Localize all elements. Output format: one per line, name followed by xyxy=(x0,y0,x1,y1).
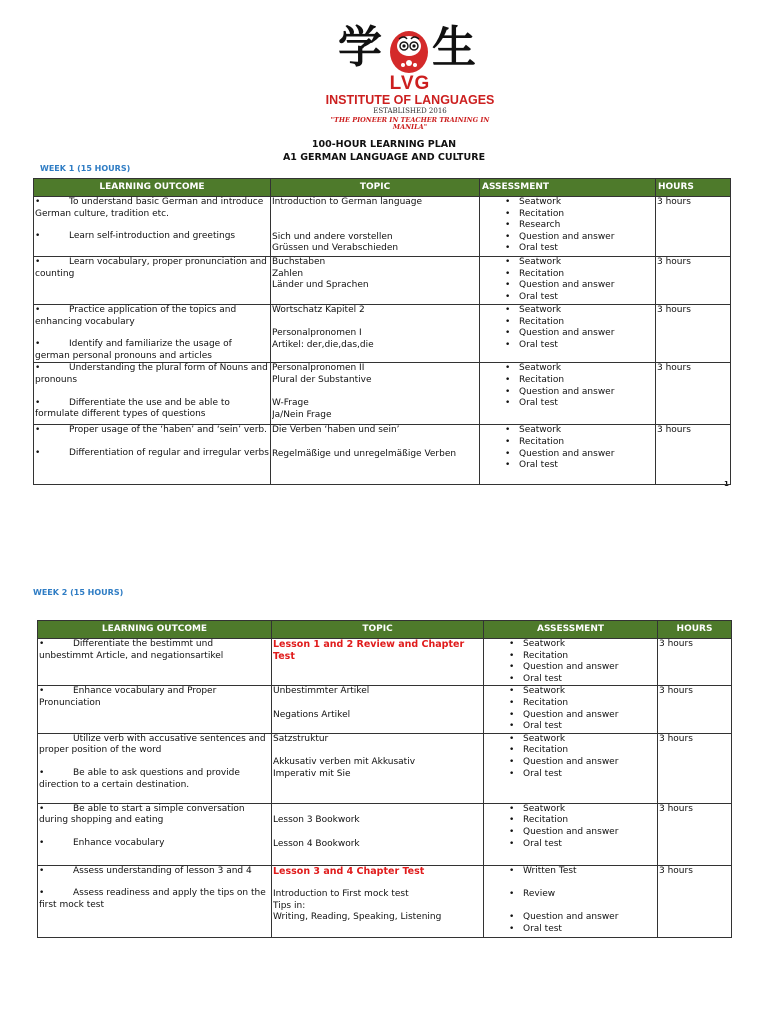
logo-established: ESTABLISHED 2016 xyxy=(373,107,447,115)
outcome-item xyxy=(35,339,269,362)
assessment-cell xyxy=(484,733,658,803)
outcome-cell xyxy=(38,865,272,937)
bullet-icon: • xyxy=(39,865,45,876)
outcome-item xyxy=(35,448,269,460)
hours-cell: 3 hours xyxy=(656,257,731,305)
outcome-item xyxy=(39,768,270,791)
assessment-item: • Seatwork xyxy=(519,305,654,317)
topic-line: Die Verben ‘haben und sein’ xyxy=(272,425,400,436)
assessment-item: • Oral test xyxy=(523,674,656,686)
header-topic: TOPIC xyxy=(271,179,480,197)
outcome-text: Identify and familiarize the usage of german personal pronouns and articles xyxy=(35,339,232,361)
assessment-list xyxy=(485,639,656,685)
header-topic: TOPIC xyxy=(272,621,484,639)
bullet-icon: • xyxy=(39,639,45,649)
outcome-item xyxy=(35,305,269,328)
outcome-item xyxy=(39,734,270,757)
topic-line xyxy=(273,745,482,757)
outcome-item xyxy=(35,257,269,280)
assessment-item: • Seatwork xyxy=(519,425,654,437)
assessment-item: • Research xyxy=(519,220,654,232)
hours-cell: 3 hours xyxy=(658,686,732,733)
outcome-text: Differentiate the bestimmt und unbestimmt Article, and negationsartikel xyxy=(39,639,224,661)
topic-line: Lesson 3 Bookwork xyxy=(273,815,360,826)
topic-line: Introduction to First mock test xyxy=(273,888,409,899)
table-row xyxy=(38,686,732,733)
assessment-item: • Seatwork xyxy=(519,257,654,269)
daruma-mascot-icon xyxy=(387,26,431,74)
header-hours: HOURS xyxy=(656,179,731,197)
assessment-cell xyxy=(484,865,658,937)
bullet-icon: • xyxy=(39,803,45,814)
topic-line xyxy=(273,877,482,889)
topic-line xyxy=(272,437,478,449)
header-hours: HOURS xyxy=(658,621,732,639)
topic-line: Plural der Substantive xyxy=(272,374,372,385)
assessment-item: • Recitation xyxy=(523,698,656,710)
topic-line: Personalpronomen I xyxy=(272,328,362,339)
bullet-icon: • xyxy=(35,339,41,350)
bullet-icon: • xyxy=(35,197,41,207)
bullet-icon: • xyxy=(35,231,41,242)
assessment-list xyxy=(485,804,656,850)
assessment-item: • Oral test xyxy=(519,398,654,410)
assessment-item: • Recitation xyxy=(523,815,656,827)
assessment-item: • Recitation xyxy=(523,651,656,663)
outcome-text: Learn vocabulary, proper pronunciation and counting xyxy=(35,257,267,279)
assessment-item: • Question and answer xyxy=(519,449,654,461)
topic-line: Lesson 4 Bookwork xyxy=(273,838,360,849)
table-row xyxy=(34,257,731,305)
spacer xyxy=(35,437,269,448)
assessment-item: • Oral test xyxy=(519,292,654,304)
hours-cell: 3 hours xyxy=(656,425,731,485)
assessment-item: • Oral test xyxy=(523,721,656,733)
outcome-item xyxy=(35,363,269,386)
week1-table xyxy=(33,178,731,485)
topic-line xyxy=(272,209,478,221)
topic-line: Negations Artikel xyxy=(273,709,351,720)
assessment-cell xyxy=(480,363,656,425)
assessment-item xyxy=(523,877,656,889)
assessment-item: • Seatwork xyxy=(523,734,656,746)
assessment-cell xyxy=(480,305,656,363)
bullet-icon: • xyxy=(35,257,41,267)
outcome-cell xyxy=(34,305,271,363)
spacer xyxy=(35,220,269,231)
assessment-list xyxy=(481,257,654,303)
bullet-icon: • xyxy=(39,837,45,848)
bullet-icon: • xyxy=(35,305,41,315)
topic-line: Akkusativ verben mit Akkusativ xyxy=(273,756,416,767)
topic-line: Buchstaben xyxy=(272,257,326,267)
topic-line: Tips in: xyxy=(273,900,306,911)
assessment-cell xyxy=(484,686,658,733)
topic-cell xyxy=(271,305,480,363)
assessment-list xyxy=(481,425,654,471)
table-header-row xyxy=(34,179,731,197)
assessment-item: • Seatwork xyxy=(519,363,654,375)
assessment-item: • Recitation xyxy=(519,437,654,449)
topic-line: Writing, Reading, Speaking, Listening xyxy=(273,912,442,923)
outcome-cell xyxy=(34,363,271,425)
bullet-icon: • xyxy=(39,767,45,778)
page-number: 1 xyxy=(724,480,729,488)
table-header-row xyxy=(38,621,732,639)
bullet-icon: • xyxy=(35,397,41,408)
assessment-cell xyxy=(484,639,658,686)
table-row xyxy=(38,865,732,937)
topic-cell xyxy=(271,363,480,425)
assessment-item: • Written Test xyxy=(523,866,656,878)
table-row xyxy=(34,425,731,485)
assessment-item: • Seatwork xyxy=(523,639,656,651)
assessment-item: • Seatwork xyxy=(523,686,656,698)
spacer xyxy=(39,827,270,838)
topic-line: Wortschatz Kapitel 2 xyxy=(272,305,365,315)
outcome-text: Understanding the plural form of Nouns and pronouns xyxy=(35,363,268,385)
assessment-item: • Question and answer xyxy=(523,827,656,839)
chapter-test-topic: Lesson 1 and 2 Review and Chapter Test xyxy=(273,639,465,662)
spacer xyxy=(39,877,270,888)
spacer xyxy=(35,328,269,339)
outcome-item xyxy=(39,639,270,662)
outcome-text: Practice application of the topics and enhancing vocabulary xyxy=(35,305,237,327)
assessment-item: • Question and answer xyxy=(523,912,656,924)
header-learning-outcome: LEARNING OUTCOME xyxy=(38,621,272,639)
topic-line: Imperativ mit Sie xyxy=(273,768,351,779)
table-row xyxy=(38,803,732,865)
hours-cell: 3 hours xyxy=(658,639,732,686)
outcome-text: Differentiation of regular and irregular verbs xyxy=(69,447,269,458)
table-row xyxy=(34,197,731,257)
topic-line: Grüssen und Verabschieden xyxy=(272,243,399,254)
assessment-item: • Question and answer xyxy=(523,757,656,769)
outcome-cell xyxy=(38,639,272,686)
topic-cell xyxy=(272,733,484,803)
outcome-text: Enhance vocabulary and Proper Pronunciation xyxy=(39,686,217,708)
outcome-item xyxy=(35,398,269,421)
topic-line xyxy=(273,827,482,839)
topic-line: Unbestimmter Artikel xyxy=(273,686,370,697)
topic-line: Satzstruktur xyxy=(273,733,329,744)
assessment-item: • Oral test xyxy=(523,924,656,936)
assessment-cell xyxy=(480,425,656,485)
assessment-item: • Recitation xyxy=(519,209,654,221)
topic-line xyxy=(272,220,478,232)
hours-cell: 3 hours xyxy=(658,803,732,865)
assessment-item: • Question and answer xyxy=(523,710,656,722)
outcome-text: To understand basic German and introduce German culture, tradition etc. xyxy=(35,197,264,219)
topic-line xyxy=(273,698,482,710)
assessment-item: • Oral test xyxy=(523,839,656,851)
assessment-item: • Recitation xyxy=(519,375,654,387)
topic-cell xyxy=(272,686,484,733)
logo-tagline: "THE PIONEER IN TEACHER TRAINING IN MANILA" xyxy=(330,116,490,131)
topic-cell xyxy=(271,257,480,305)
table-row xyxy=(34,363,731,425)
outcome-text: Utilize verb with accusative sentences and proper position of the word xyxy=(39,733,266,756)
outcome-text: Learn self-introduction and greetings xyxy=(69,231,236,242)
table-row xyxy=(34,305,731,363)
assessment-item: • Review xyxy=(523,889,656,901)
outcome-text: Proper usage of the ‘haben’ and ‘sein’ verb. xyxy=(69,425,267,436)
topic-line xyxy=(272,317,478,329)
topic-line: Ja/Nein Frage xyxy=(272,409,332,420)
assessment-list xyxy=(481,363,654,409)
assessment-item xyxy=(523,901,656,913)
bullet-icon: • xyxy=(39,888,45,899)
outcome-item xyxy=(35,197,269,220)
assessment-item: • Seatwork xyxy=(523,804,656,816)
logo-institute-name: INSTITUTE OF LANGUAGES xyxy=(325,93,495,107)
outcome-text: Enhance vocabulary xyxy=(73,837,165,848)
assessment-cell xyxy=(480,257,656,305)
assessment-item: • Seatwork xyxy=(519,197,654,209)
document-title: 100-HOUR LEARNING PLAN xyxy=(311,139,457,150)
outcome-item xyxy=(35,231,269,243)
outcome-item xyxy=(35,425,269,437)
bullet-icon: • xyxy=(35,447,41,458)
topic-line: Sich und andere vorstellen xyxy=(272,231,393,242)
topic-cell xyxy=(272,639,484,686)
assessment-list xyxy=(485,866,656,936)
hours-cell: 3 hours xyxy=(656,197,731,257)
assessment-item: • Oral test xyxy=(519,340,654,352)
topic-line: Introduction to German language xyxy=(272,197,423,207)
assessment-item: • Question and answer xyxy=(523,662,656,674)
assessment-list xyxy=(481,305,654,351)
assessment-item: • Question and answer xyxy=(519,387,654,399)
week2-table xyxy=(37,620,732,938)
table-row xyxy=(38,639,732,686)
assessment-cell xyxy=(480,197,656,257)
logo-brand: LVG xyxy=(389,73,431,94)
outcome-text: Assess understanding of lesson 3 and 4 xyxy=(73,865,252,876)
assessment-item: • Oral test xyxy=(519,460,654,472)
hours-cell: 3 hours xyxy=(658,733,732,803)
outcome-item xyxy=(39,866,270,878)
assessment-item: • Question and answer xyxy=(519,232,654,244)
hours-cell: 3 hours xyxy=(656,305,731,363)
hours-cell: 3 hours xyxy=(658,865,732,937)
bullet-icon: • xyxy=(35,363,41,374)
outcome-cell xyxy=(34,425,271,485)
spacer xyxy=(39,757,270,768)
topic-cell xyxy=(271,425,480,485)
outcome-item xyxy=(39,686,270,709)
topic-line: Personalpronomen II xyxy=(272,363,365,374)
topic-line: Regelmäßige und unregelmäßige Verben xyxy=(272,448,457,459)
assessment-list xyxy=(485,734,656,780)
hours-cell: 3 hours xyxy=(656,363,731,425)
outcome-text: Be able to start a simple conversation during shopping and eating xyxy=(39,803,245,826)
logo-kanji-left: 学 xyxy=(338,22,382,73)
topic-line: Artikel: der,die,das,die xyxy=(272,339,374,350)
outcome-text: Assess readiness and apply the tips on the first mock test xyxy=(39,888,266,910)
assessment-list xyxy=(481,197,654,255)
header-assessment: ASSESSMENT xyxy=(480,179,656,197)
assessment-item: • Recitation xyxy=(519,269,654,281)
outcome-item xyxy=(39,888,270,911)
outcome-item xyxy=(39,804,270,827)
bullet-icon: • xyxy=(35,425,41,436)
assessment-item: • Recitation xyxy=(519,317,654,329)
assessment-list xyxy=(485,686,656,732)
topic-cell xyxy=(272,865,484,937)
bullet-icon: • xyxy=(39,686,45,697)
outcome-cell xyxy=(34,197,271,257)
topic-line: W-Frage xyxy=(272,398,309,409)
document-subtitle: A1 GERMAN LANGUAGE AND CULTURE xyxy=(282,152,486,163)
logo-kanji-right: 生 xyxy=(432,22,476,73)
header-assessment: ASSESSMENT xyxy=(484,621,658,639)
outcome-text: Be able to ask questions and provide direction to a certain destination. xyxy=(39,767,240,790)
week2-label: WEEK 2 (15 HOURS) xyxy=(33,588,124,597)
assessment-item: • Oral test xyxy=(519,243,654,255)
topic-line xyxy=(272,387,478,399)
header-learning-outcome: LEARNING OUTCOME xyxy=(34,179,271,197)
outcome-item xyxy=(39,838,270,850)
assessment-item: • Question and answer xyxy=(519,328,654,340)
topic-line: Länder und Sprachen xyxy=(272,280,369,291)
assessment-item: • Recitation xyxy=(523,745,656,757)
outcome-cell xyxy=(38,686,272,733)
topic-line: Zahlen xyxy=(272,268,304,279)
assessment-item: • Question and answer xyxy=(519,280,654,292)
spacer xyxy=(35,387,269,398)
outcome-cell xyxy=(38,803,272,865)
chapter-test-topic: Lesson 3 and 4 Chapter Test xyxy=(273,865,425,877)
table-row xyxy=(38,733,732,803)
topic-line xyxy=(273,804,482,816)
assessment-cell xyxy=(484,803,658,865)
topic-cell xyxy=(271,197,480,257)
week1-label: WEEK 1 (15 HOURS) xyxy=(40,164,131,173)
outcome-cell xyxy=(34,257,271,305)
institute-logo xyxy=(325,22,495,131)
outcome-cell xyxy=(38,733,272,803)
topic-cell xyxy=(272,803,484,865)
outcome-text: Differentiate the use and be able to formulate different types of questions xyxy=(35,397,230,420)
assessment-item: • Oral test xyxy=(523,769,656,781)
